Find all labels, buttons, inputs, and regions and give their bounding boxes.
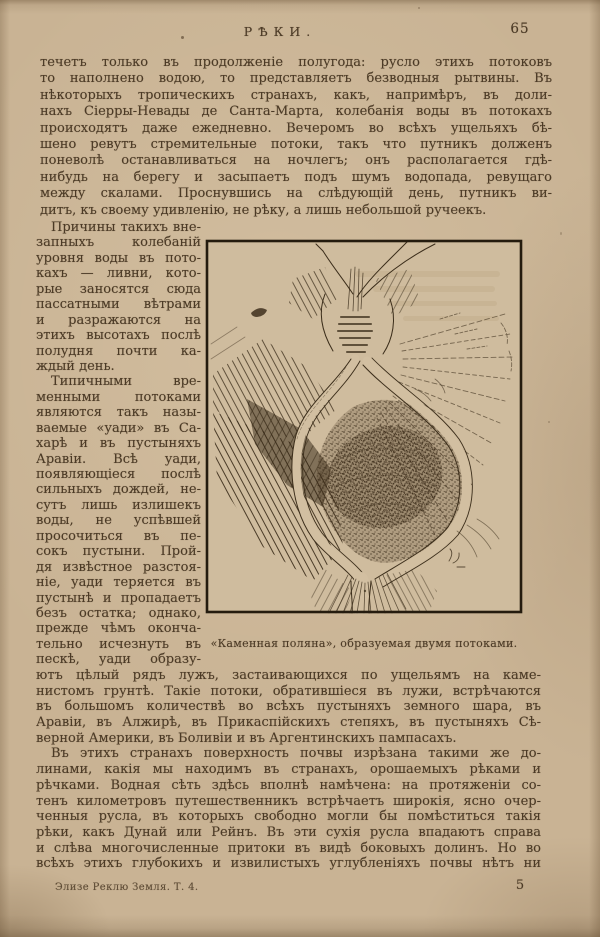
paper-speck (548, 421, 550, 423)
running-head-title: РѢКИ. (243, 24, 317, 39)
text-line: ніе, уади теряется въ (36, 575, 201, 591)
engraving-illustration (205, 239, 523, 614)
text-line: сокъ пустыни. Прой- (36, 544, 201, 560)
text-line: тельно исчезнуть въ (36, 636, 201, 652)
text-line: полудня почти ка- (36, 343, 201, 359)
text-line: сутъ лишь излишекъ (36, 497, 201, 513)
text-line: воды, не успѣвшей (36, 513, 201, 529)
text-line: линами, какія мы находимъ въ странахъ, орошаемыхъ рѣками и (36, 762, 541, 778)
text-line: и разражаются на (36, 312, 201, 328)
text-line: нахъ Сіерры-Невады де Санта-Марта, колебанія воды въ потокахъ (40, 104, 552, 120)
paper-speck (181, 36, 184, 39)
text-line: Аравіи. Всѣ уади, (36, 451, 201, 467)
text-line: то наполнено водою, то представляетъ безводныя рытвины. Въ (40, 71, 552, 87)
text-line: Типичными вре- (51, 374, 201, 390)
text-line: рѣчками. Водная сѣть здѣсь вполнѣ намѣчена: на протяженіи со- (36, 777, 541, 793)
footer-sheet-number: 5 (515, 878, 525, 893)
text-line: поневолѣ останавливаться на ночлегъ; онъ располагается гдѣ- (40, 153, 552, 169)
paper-speck (418, 7, 420, 9)
text-line: верной Америки, въ Боливіи и въ Аргентинскихъ пампасахъ. (36, 730, 457, 746)
paper-speck (560, 232, 562, 235)
text-line: рѣки, какъ Дунай или Рейнъ. Въ эти сухія русла впадаютъ справа (36, 824, 541, 840)
text-line: между скалами. Проснувшись на слѣдующій день, путникъ ви- (40, 186, 552, 202)
text-line: течетъ только въ продолженіе полугода: русло этихъ потоковъ (40, 55, 552, 70)
text-line: просочиться въ пе- (36, 528, 201, 544)
text-line: запныхъ колебаній (36, 235, 201, 251)
text-line: пассатными вѣтрами (36, 297, 201, 313)
text-line: Аравіи, въ Алжирѣ, въ Прикаспійскихъ степяхъ, въ пустыняхъ Сѣ- (36, 715, 541, 731)
text-line: ютъ цѣлый рядъ лужъ, застаивающихся по ущельямъ на каме- (36, 668, 541, 683)
text-line: шено ревутъ стремительные потоки, такъ что путникъ долженъ (40, 136, 552, 152)
paragraph-block-top (40, 55, 552, 219)
text-line: ждый день. (36, 358, 115, 374)
text-line: уровня воды въ пото- (36, 250, 201, 266)
text-line: дитъ, къ своему удивленію, не рѣку, а лишь небольшой ручеекъ. (40, 202, 487, 218)
footer-signature: Элизе Реклю Земля. Т. 4. (55, 882, 199, 893)
text-line: ченныя русла, въ которыхъ свободно могли бы помѣститься такія (36, 809, 541, 825)
text-line: менными потоками (36, 389, 201, 405)
text-line: сильныхъ дождей, не- (36, 482, 201, 498)
text-line: дя извѣстное разстоя- (36, 559, 201, 575)
text-line: рые заносятся сюда (36, 281, 201, 297)
text-line: появляющіеся послѣ (36, 467, 201, 482)
text-line: нистомъ грунтѣ. Такіе потоки, обратившіеся въ лужи, встрѣчаются (36, 683, 541, 699)
text-line: происходятъ даже ежедневно. Вечеромъ во всѣхъ ущельяхъ бѣ- (40, 120, 552, 136)
text-line: кахъ — ливни, кото- (36, 266, 201, 282)
text-line: пескѣ, уади образу- (36, 652, 201, 668)
text-line: харѣ и въ пустыняхъ (36, 436, 201, 452)
figure-caption: «Каменная поляна», образуемая двумя потоками. (210, 637, 518, 650)
page-number: 65 (510, 21, 530, 37)
text-line: нѣкоторыхъ тропическихъ странахъ, какъ, напримѣръ, въ доли- (40, 87, 552, 103)
text-line: тенъ километровъ путешественникъ встрѣчаетъ широкія, ясно очер- (36, 793, 541, 809)
text-line: и слѣва многочисленные притоки въ видѣ боковыхъ долинъ. Но во (36, 840, 541, 856)
text-line: пустынѣ и пропадаетъ (36, 590, 201, 606)
text-line: въ большомъ количествѣ во всѣхъ пустыняхъ земного шара, въ (36, 699, 541, 715)
text-line: этихъ высотахъ послѣ (36, 328, 201, 344)
text-line: всѣхъ этихъ глубокихъ и извилистыхъ углубленіяхъ почвы нѣтъ ни (36, 856, 541, 872)
text-line: ваемые «уади» въ Са- (36, 420, 201, 436)
text-line: прежде чѣмъ оконча- (36, 621, 201, 637)
text-line: Въ этихъ странахъ поверхность почвы изрѣзана такими же до- (51, 746, 541, 762)
text-line: Причины такихъ вне- (51, 220, 201, 235)
engraving-figure (205, 239, 523, 614)
paragraph-block-bottom (36, 668, 541, 872)
text-column-left (36, 220, 201, 668)
text-line: безъ остатка; однако, (36, 605, 201, 621)
text-line: нибудь на берегу и засыпаетъ подъ шумъ водопада, ревущаго (40, 169, 552, 185)
text-line: являются такъ назы- (36, 405, 201, 421)
